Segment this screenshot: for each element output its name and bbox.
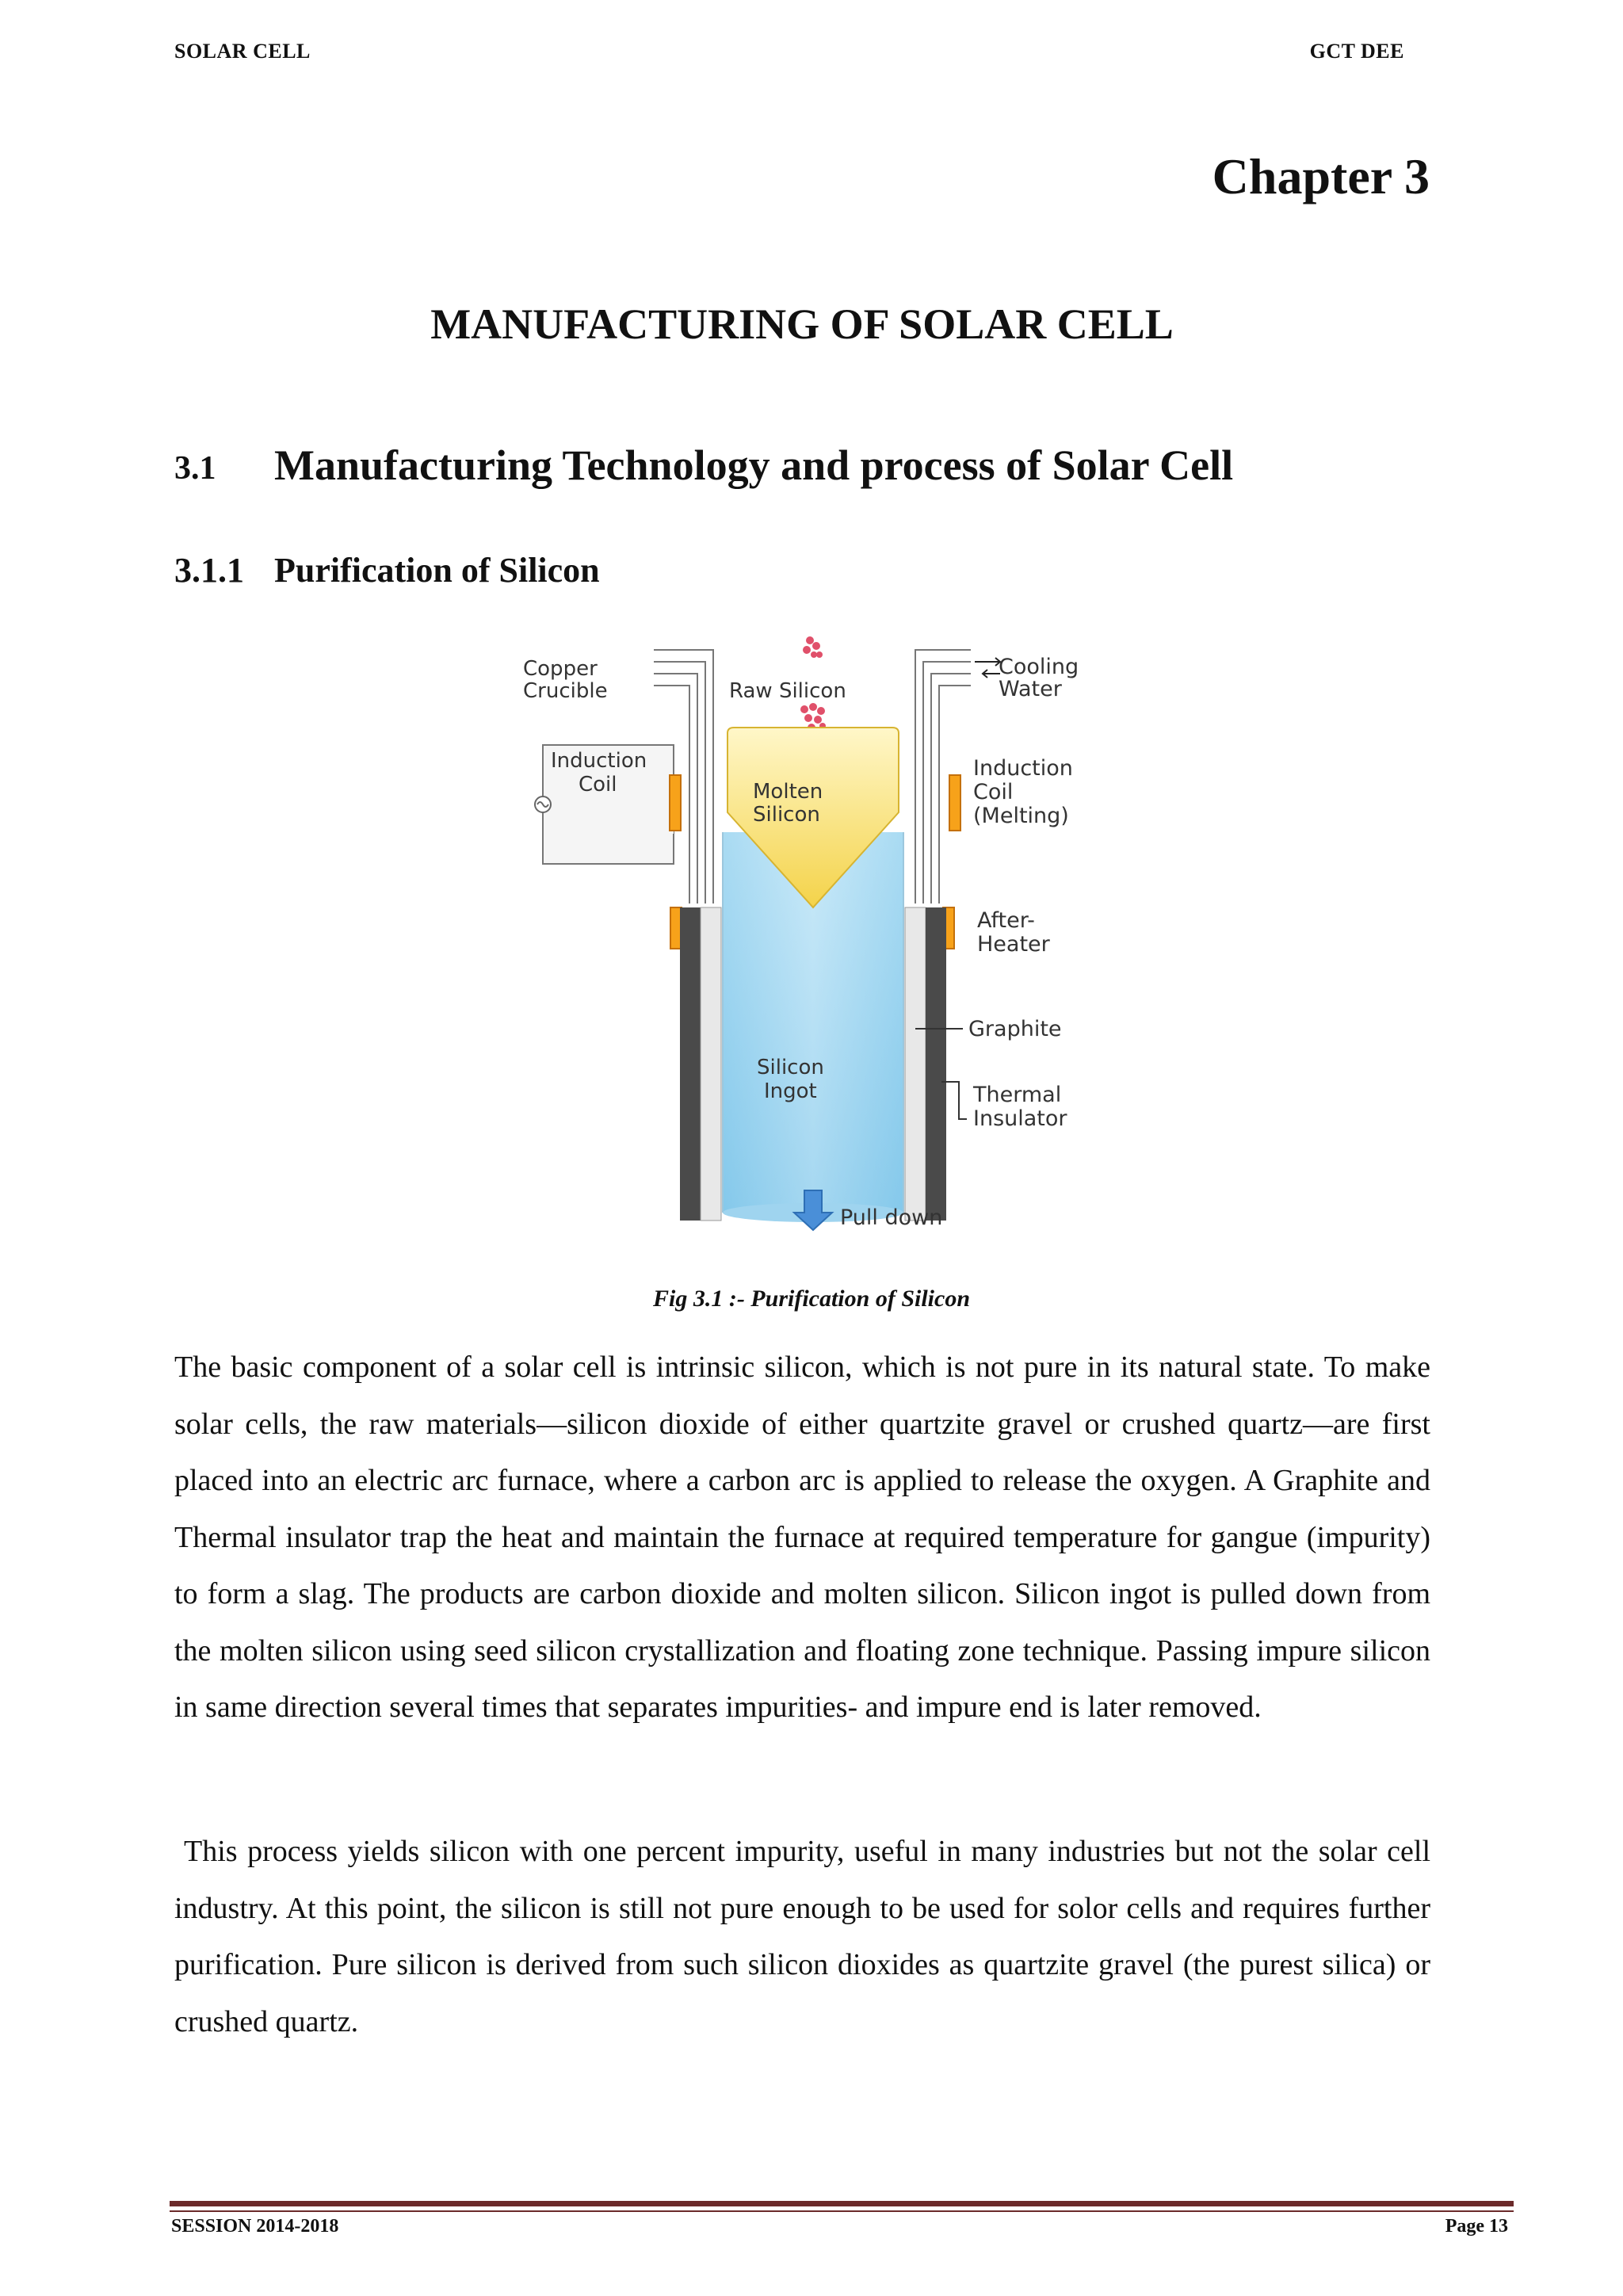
label-raw-silicon: Raw Silicon: [729, 679, 846, 703]
label-silicon: Silicon: [753, 803, 820, 827]
label-copper: Copper: [523, 657, 598, 681]
label-melting: (Melting): [973, 804, 1069, 828]
label-water: Water: [999, 677, 1062, 701]
label-silicon-ingot-1: Silicon: [757, 1056, 824, 1079]
graphite-left: [680, 907, 701, 1221]
label-heater: Heater: [977, 932, 1050, 957]
purification-diagram: [515, 634, 1109, 1252]
after-heater-left: [670, 907, 682, 949]
subsection-number: 3.1.1: [174, 551, 244, 590]
running-header-left: SOLAR CELL: [174, 40, 311, 63]
subsection-title: Purification of Silicon: [274, 551, 600, 590]
label-silicon-ingot-2: Ingot: [764, 1079, 817, 1103]
label-molten: Molten: [753, 780, 823, 804]
graphite-right: [926, 907, 946, 1221]
running-header-right: GCT DEE: [1309, 40, 1404, 63]
label-graphite: Graphite: [968, 1017, 1062, 1041]
label-crucible: Crucible: [523, 679, 608, 703]
label-induction-left: Induction: [551, 749, 647, 773]
label-cooling: Cooling: [999, 655, 1079, 679]
label-after: After-: [977, 908, 1035, 933]
thermal-insulator-left: [701, 907, 721, 1221]
label-coil-right: Coil: [973, 780, 1014, 804]
thermal-insulator-right: [905, 907, 926, 1221]
footer-rule-thin: [170, 2210, 1514, 2212]
body-paragraph-2: This process yields silicon with one percent impurity, useful in many industries but not the solar cell industry. At this point, the silicon is still not pure enough to be used for solor cells and requires further purification. Pure silicon is derived from such silicon dioxides as quartzite gravel (the purest silica) or crushed quartz.: [174, 1835, 1430, 2038]
label-thermal: Thermal: [973, 1083, 1062, 1107]
induction-coil-left: [670, 775, 681, 831]
section-title: Manufacturing Technology and process of Solar Cell: [274, 441, 1234, 489]
section-number: 3.1: [174, 450, 216, 487]
induction-coil-right: [949, 775, 960, 831]
label-pull-down: Pull down: [840, 1205, 943, 1230]
page-title: MANUFACTURING OF SOLAR CELL: [430, 300, 1174, 348]
footer-rule-thick: [170, 2201, 1514, 2206]
footer-page-number: Page 13: [1445, 2216, 1508, 2237]
figure-caption: Fig 3.1 :- Purification of Silicon: [652, 1286, 971, 1312]
chapter-heading: Chapter 3: [1212, 148, 1430, 204]
label-induction-right: Induction: [973, 756, 1073, 781]
label-insulator: Insulator: [973, 1106, 1067, 1131]
body-paragraph-1: The basic component of a solar cell is intrinsic silicon, which is not pure in its natural state. To make solar cells, the raw materials—silicon dioxide of either quartzite gravel or crushed quartz—are first placed into an electric arc furnace, where a carbon arc is applied to release the oxygen. A Graphite and Thermal insulator trap the heat and maintain the furnace at required temperature for gangue (impurity) to form a slag. The products are carbon dioxide and molten silicon. Silicon ingot is pulled down from the molten silicon using seed silicon crystallization and floating zone technique. Passing impure silicon in same direction several times that separates impurities- and impure end is later removed.: [174, 1350, 1430, 1724]
cooling-arrow-out: [983, 670, 1000, 678]
footer-session: SESSION 2014-2018: [171, 2216, 339, 2237]
label-coil-left: Coil: [579, 773, 617, 797]
cooling-water-tubes: [915, 650, 971, 904]
